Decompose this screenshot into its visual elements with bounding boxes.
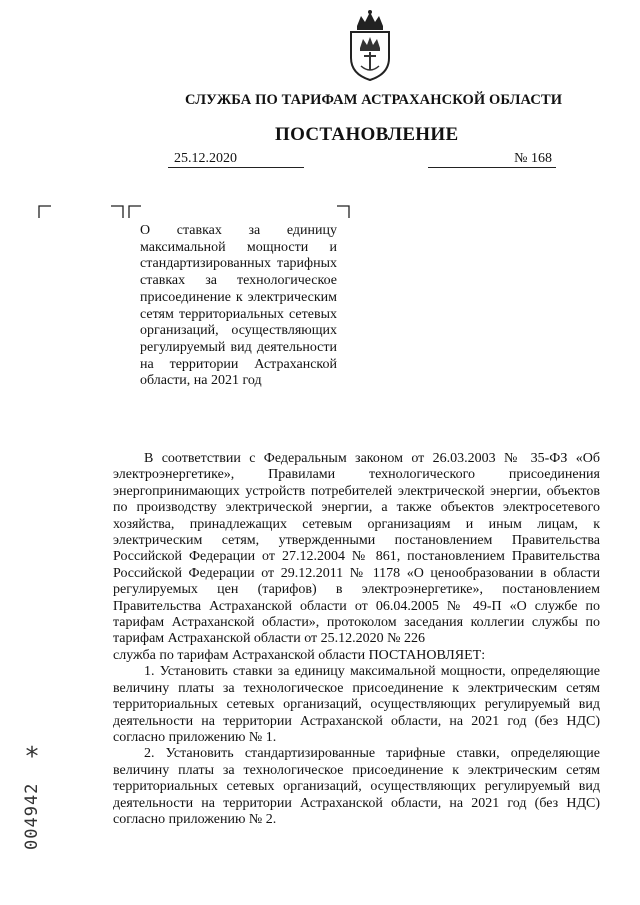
item-1: 1. Установить ставки за единицу максимальной мощности, определяющие величину платы за технологическое присоединение к электрическим сетям территориальных сетевых организаций, осуществляющих регулируемый вид деятельности на территории Астраханской области, на 2021 год (без НДС) согласно приложению № 1. [113,664,600,745]
document-body [113,451,600,828]
item-2: 2. Установить стандартизированные тарифные ставки, определяющие величину платы за технологическое присоединение к электрическим сетям территориальных сетевых организаций, осуществляющих регулируемый вид деятельности на территории Астраханской области, на 2021 год (без НДС) согласно приложению № 2. [113,746,600,827]
serial-number-vertical: 004942 [22,782,42,850]
resolves-line: служба по тарифам Астраханской области ПОСТАНОВЛЯЕТ: [113,647,486,663]
corner-bracket-top-right [336,205,350,219]
corner-bracket-mid-left [128,205,142,219]
coat-of-arms-icon [347,8,393,82]
document-number: № 168 [428,151,556,168]
document-type: ПОСТАНОВЛЕНИЕ [275,124,459,145]
corner-bracket-mid-right [110,205,124,219]
corner-bracket-top-left [38,205,52,219]
asterisk-mark: * [25,742,39,772]
document-subject: О ставках за единицу максимальной мощности и стандартизированных тарифных ставках за технологическое присоединение к электрическим сетям территориальных сетевых организаций, осуществляющих регулируемый вид деятельности на территории Астраханской области, на 2021 год [140,223,337,389]
preamble-paragraph: В соответствии с Федеральным законом от 26.03.2003 № 35-ФЗ «Об электроэнергетике», Правилами технологического присоединения энергопринимающих устройств потребителей электрической энергии, объектов по производству электрической энергии, а также объектов электросетевого хозяйства, принадлежащих сетевым организациям и иным лицам, к электрическим сетям, утвержденными постановлением Правительства Российской Федерации от 27.12.2004 № 861, постановлением Правительства Российской Федерации от 29.12.2011 № 1178 «О ценообразовании в области регулируемых цен (тарифов) в электроэнергетике», постановлением Правительства Астраханской области от 06.04.2005 № 49-П «О службе по тарифам Астраханской области», протоколом заседания коллегии службы по тарифам Астраханской области от 25.12.2020 № 226 [113,451,600,647]
document-date: 25.12.2020 [168,151,304,168]
agency-name: СЛУЖБА ПО ТАРИФАМ АСТРАХАНСКОЙ ОБЛАСТИ [185,92,563,108]
